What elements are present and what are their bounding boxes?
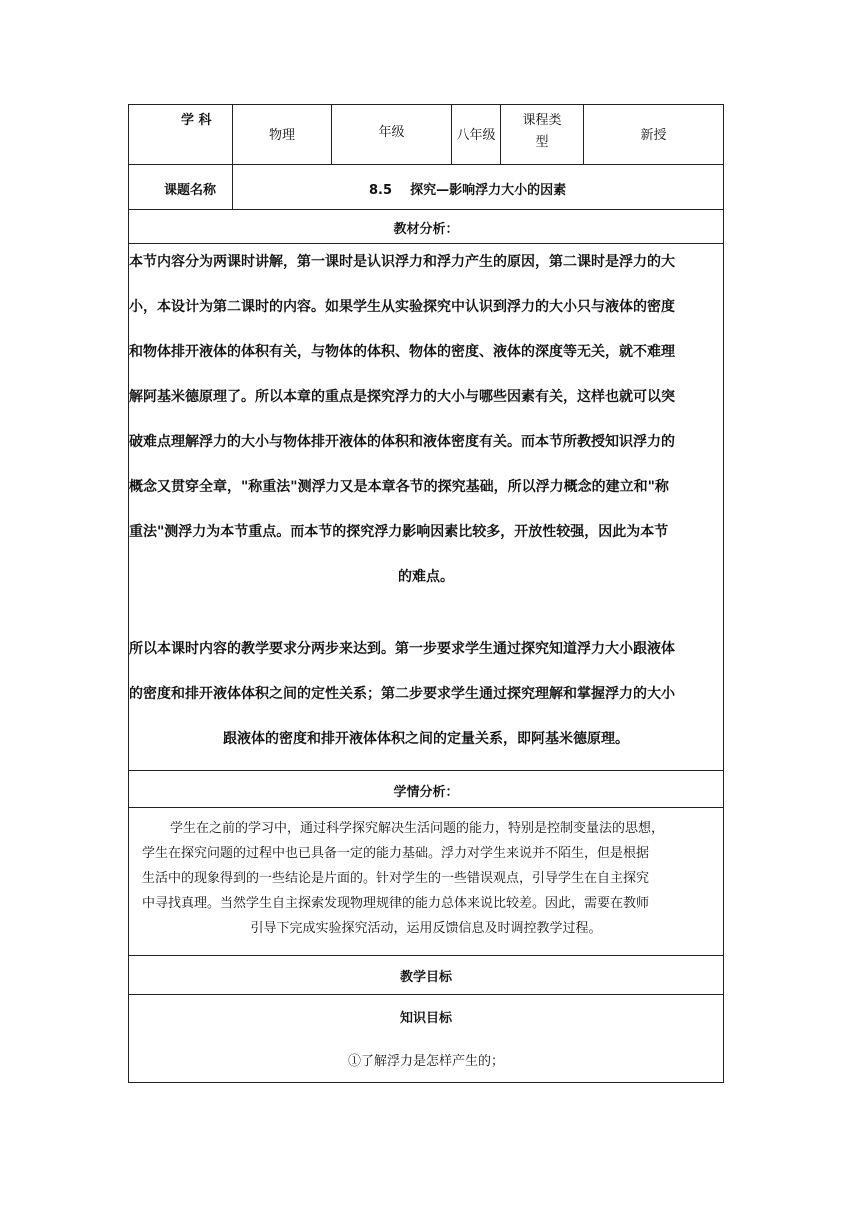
course-type-value: 新授: [640, 128, 667, 143]
grade-label: 年级: [378, 125, 405, 140]
para1-line: 概念又贯穿全章，"称重法"测浮力又是本章各节的探究基础，所以浮力概念的建立和"称: [129, 479, 669, 495]
objectives-heading-row: [129, 956, 723, 995]
knowledge-objectives-heading: 知识目标: [399, 1011, 452, 1026]
student-line: 学生在之前的学习中，通过科学探究解决生活问题的能力，特别是控制变量法的思想，: [170, 821, 665, 836]
subject-label: 学 科: [181, 113, 212, 128]
para2-line: 的密度和排开液体体积之间的定性关系；第二步要求学生通过探究理解和掌握浮力的大小: [129, 686, 675, 702]
student-analysis-heading: 学情分析：: [393, 785, 459, 800]
course-type-label-cell: [501, 105, 584, 164]
textbook-analysis-heading-row: [129, 210, 723, 244]
student-line: 学生在探究问题的过程中也已具备一定的能力基础。浮力对学生来说并不陌生，但是根据: [142, 846, 650, 861]
textbook-analysis-heading: 教材分析：: [393, 222, 459, 237]
para1-line: 破难点理解浮力的大小与物体排开液体的体积和液体密度有关。而本节所教授知识浮力的: [129, 434, 675, 450]
subject-label-cell: [129, 105, 233, 164]
student-line: 中寻找真理。当然学生自主探索发现物理规律的能力总体来说比较差。因此，需要在教师: [142, 896, 650, 911]
student-analysis-paragraph: [129, 816, 723, 941]
para1-line: 小，本设计为第二课时的内容。如果学生从实验探究中认识到浮力的大小只与液体的密度: [129, 299, 675, 315]
course-type-label-line1: 课程类: [522, 113, 562, 128]
grade-label-cell: [332, 105, 452, 164]
para2-line: 跟液体的密度和排开液体体积之间的定量关系，即阿基米德原理。: [223, 731, 629, 747]
student-line: 生活中的现象得到的一些结论是片面的。针对学生的一些错误观点，引导学生在自主探究: [142, 871, 650, 886]
textbook-analysis-paragraph-1: [129, 247, 723, 592]
topic-label-cell: [129, 165, 233, 209]
para1-line: 解阿基米德原理了。所以本章的重点是探究浮力的大小与哪些因素有关，这样也就可以突: [129, 389, 675, 405]
para1-line: 重法"测浮力为本节重点。而本节的探究浮力影响因素比较多，开放性较强，因此为本节: [129, 524, 669, 540]
para2-line: 所以本课时内容的教学要求分两步来达到。第一步要求学生通过探究知道浮力大小跟液体: [129, 641, 675, 657]
header-row: [129, 105, 723, 165]
grade-value-cell: [452, 105, 501, 164]
topic-value-cell: [233, 165, 723, 209]
subject-value: 物理: [268, 128, 295, 143]
student-analysis-heading-row: [129, 771, 723, 808]
topic-row: [129, 165, 723, 210]
topic-value: 8.5 探究—影响浮力大小的因素: [369, 183, 567, 198]
textbook-analysis-body-row: [129, 244, 723, 771]
para1-line: 和物体排开液体的体积有关，与物体的体积、物体的密度、液体的深度等无关，就不难理: [129, 344, 675, 360]
knowledge-objectives-row: [129, 995, 723, 1082]
course-type-value-cell: [584, 105, 723, 164]
lesson-plan-table: [128, 104, 724, 1083]
course-type-label-line2: 型: [535, 135, 549, 150]
para1-line: 的难点。: [398, 569, 454, 585]
textbook-analysis-paragraph-2: [129, 634, 723, 754]
grade-value: 八年级: [456, 128, 496, 143]
subject-value-cell: [233, 105, 332, 164]
para1-line: 本节内容分为两课时讲解，第一课时是认识浮力和浮力产生的原因，第二课时是浮力的大: [129, 254, 675, 270]
student-line: 引导下完成实验探究活动，运用反馈信息及时调控教学过程。: [250, 921, 602, 936]
student-analysis-body-row: [129, 808, 723, 956]
knowledge-objective-item-1: ①了解浮力是怎样产生的；: [347, 1054, 504, 1069]
objectives-heading: 教学目标: [399, 970, 452, 985]
topic-label: 课题名称: [164, 183, 217, 198]
